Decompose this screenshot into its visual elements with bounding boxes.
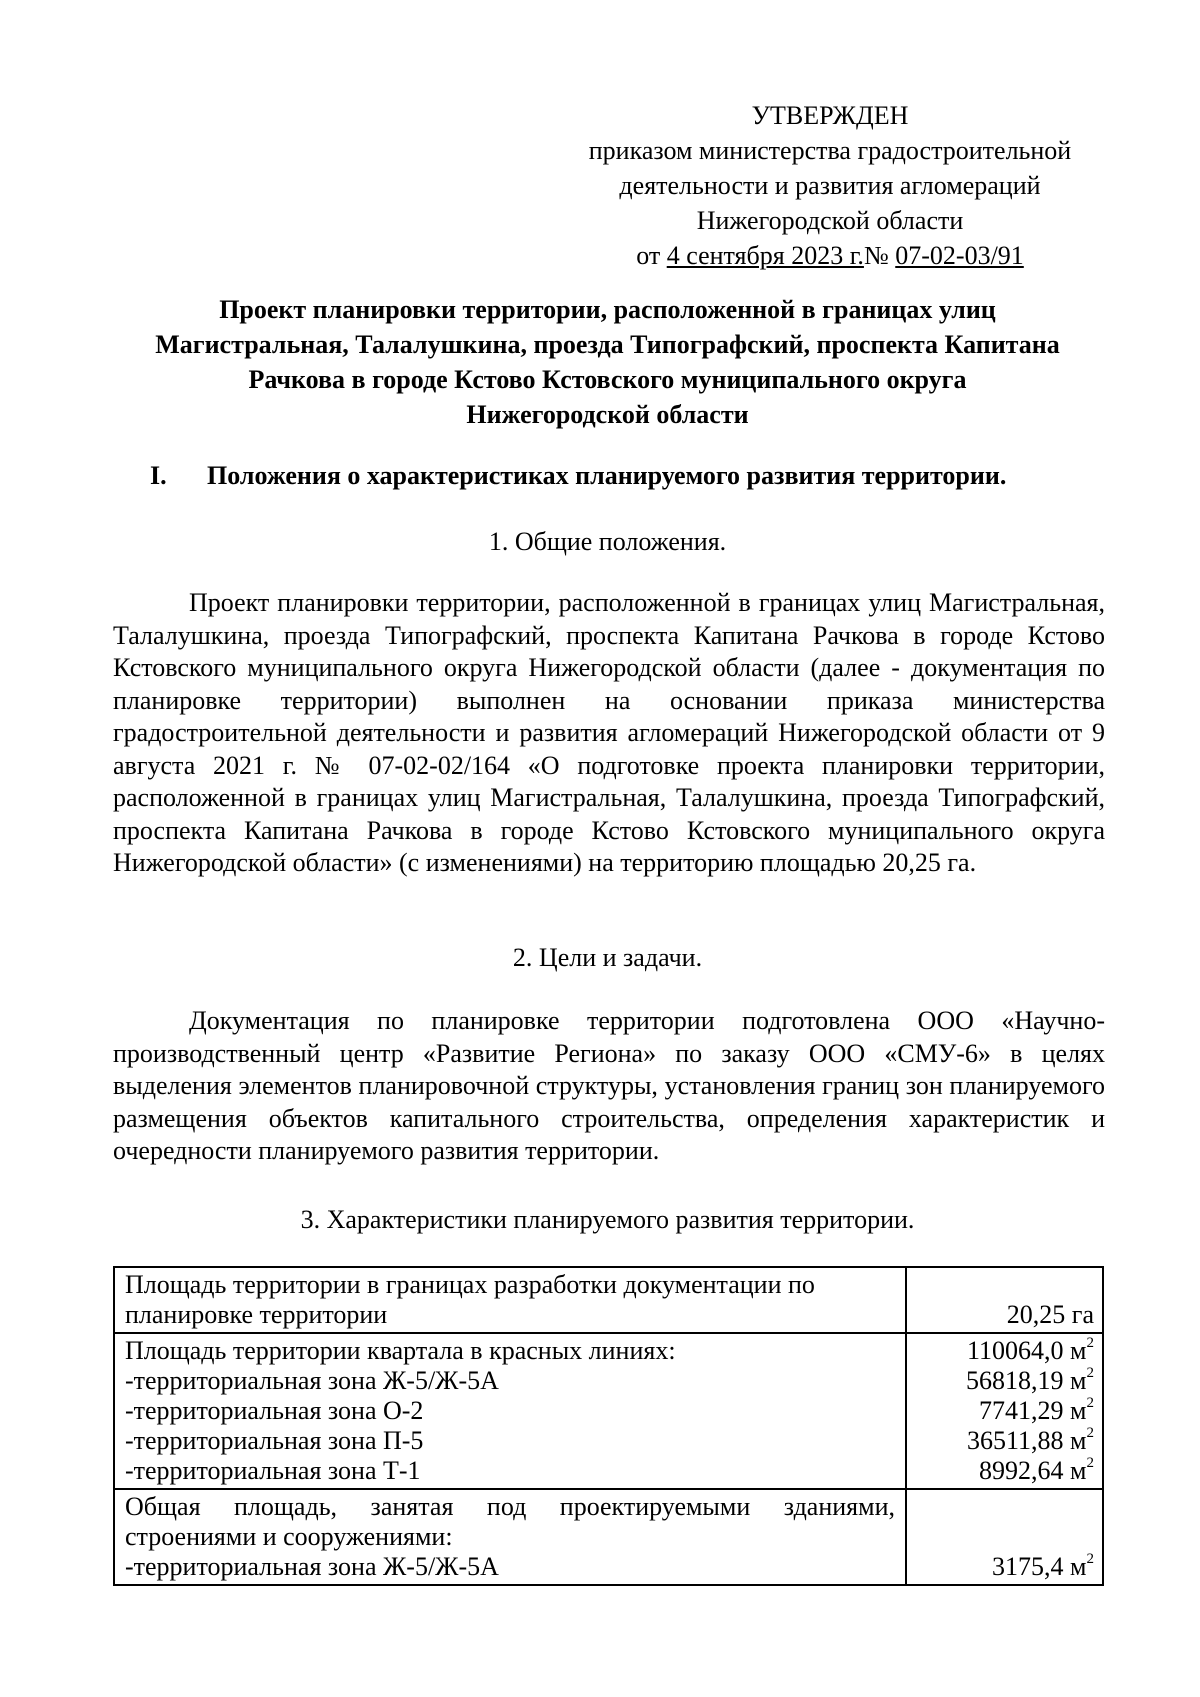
approval-block — [560, 98, 1100, 273]
area-number: 110064,0 м — [967, 1336, 1087, 1365]
unit-superscript: 2 — [1086, 1365, 1094, 1382]
date-prefix: от — [636, 241, 667, 270]
table-cell-value: 20,25 га — [906, 1267, 1103, 1333]
area-number: 36511,88 м — [967, 1426, 1087, 1455]
cell-line: планировке территории — [125, 1300, 388, 1329]
section-number: I. — [150, 461, 167, 490]
cell-line: Площадь территории квартала в красных линиях: — [125, 1336, 676, 1365]
section-title: Положения о характеристиках планируемого развития территории. — [207, 461, 1007, 490]
cell-line: строениями и сооружениями: — [125, 1522, 453, 1551]
unit-superscript: 2 — [1086, 1425, 1094, 1442]
table-cell-label — [114, 1489, 906, 1585]
unit-superscript: 2 — [1086, 1551, 1094, 1568]
cell-line: -территориальная зона Ж-5/Ж-5А — [125, 1366, 499, 1395]
paragraph-general: Проект планировки территории, расположенной в границах улиц Магистральная, Талалушкина, проезда Типографский, проспекта Капитана Рачкова в городе Кстово Кстовского муниципального округа Нижегородской области (далее - документация по планировке территории) выполнен на основании приказа министерства градостроительной деятельности и развития агломераций Нижегородской области от 9 августа 2021 г. № 07-02-02/164 «О подготовке проекта планировки территории, расположенной в границах улиц Магистральная, Талалушкина, проезда Типографский, проспекта Капитана Рачкова в городе Кстово Кстовского муниципального округа Нижегородской области» (с изменениями) на территорию площадью 20,25 га. — [113, 588, 1105, 877]
cell-line: -территориальная зона Ж-5/Ж-5А — [125, 1552, 499, 1581]
approval-date: 4 сентября 2023 г. — [666, 241, 864, 270]
unit-superscript: 2 — [1086, 1335, 1094, 1352]
approval-date-line — [560, 238, 1100, 273]
table-cell-value — [906, 1489, 1103, 1585]
approval-line: деятельности и развития агломераций — [619, 171, 1041, 200]
area-number: 56818,19 м — [966, 1366, 1087, 1395]
area-value — [917, 1336, 1094, 1366]
table-cell-label — [114, 1333, 906, 1489]
paragraph-goals: Документация по планировке территории подготовлена ООО «Научно-производственный центр «Развитие Региона» по заказу ООО «СМУ-6» в целях выделения элементов планировочной структуры, установления границ зон планируемого размещения объектов капитального строительства, определения характеристик и очередности планируемого развития территории. — [113, 1006, 1105, 1165]
table-cell-value — [906, 1333, 1103, 1489]
subsection-heading-characteristics: 3. Характеристики планируемого развития территории. — [300, 1205, 915, 1234]
area-value — [917, 1456, 1094, 1486]
area-value — [917, 1552, 1094, 1582]
table-row — [114, 1267, 1103, 1333]
area-number: 7741,29 м — [979, 1396, 1087, 1425]
number-prefix: № — [863, 241, 896, 270]
area-value — [917, 1366, 1094, 1396]
document-title — [110, 292, 1105, 432]
cell-line: Общая площадь, занятая под проектируемыми зданиями, — [125, 1492, 895, 1521]
title-line: Проект планировки территории, расположенной в границах улиц — [219, 295, 996, 324]
title-line: Нижегородской области — [466, 400, 749, 429]
unit-superscript: 2 — [1086, 1455, 1094, 1472]
area-value — [917, 1396, 1094, 1426]
subsection-heading-general: 1. Общие положения. — [488, 527, 727, 556]
title-line: Рачкова в городе Кстово Кстовского муниципального округа — [248, 365, 967, 394]
approval-line: приказом министерства градостроительной — [588, 136, 1072, 165]
cell-line: -территориальная зона П-5 — [125, 1426, 424, 1455]
characteristics-table — [113, 1266, 1104, 1586]
cell-line: -территориальная зона О-2 — [125, 1396, 424, 1425]
cell-line: Площадь территории в границах разработки документации по — [125, 1270, 815, 1299]
approval-line: Нижегородской области — [696, 206, 964, 235]
approval-number: 07-02-03/91 — [895, 241, 1024, 270]
table-cell-label — [114, 1267, 906, 1333]
area-number: 8992,64 м — [979, 1456, 1087, 1485]
title-line: Магистральная, Талалушкина, проезда Типографский, проспекта Капитана — [155, 330, 1060, 359]
cell-line: -территориальная зона Т-1 — [125, 1456, 421, 1485]
approval-heading: УТВЕРЖДЕН — [751, 101, 909, 130]
table-row — [114, 1489, 1103, 1585]
subsection-heading-goals: 2. Цели и задачи. — [512, 943, 703, 972]
unit-superscript: 2 — [1086, 1395, 1094, 1412]
table-row — [114, 1333, 1103, 1489]
area-number: 3175,4 м — [992, 1552, 1087, 1581]
area-value — [917, 1426, 1094, 1456]
